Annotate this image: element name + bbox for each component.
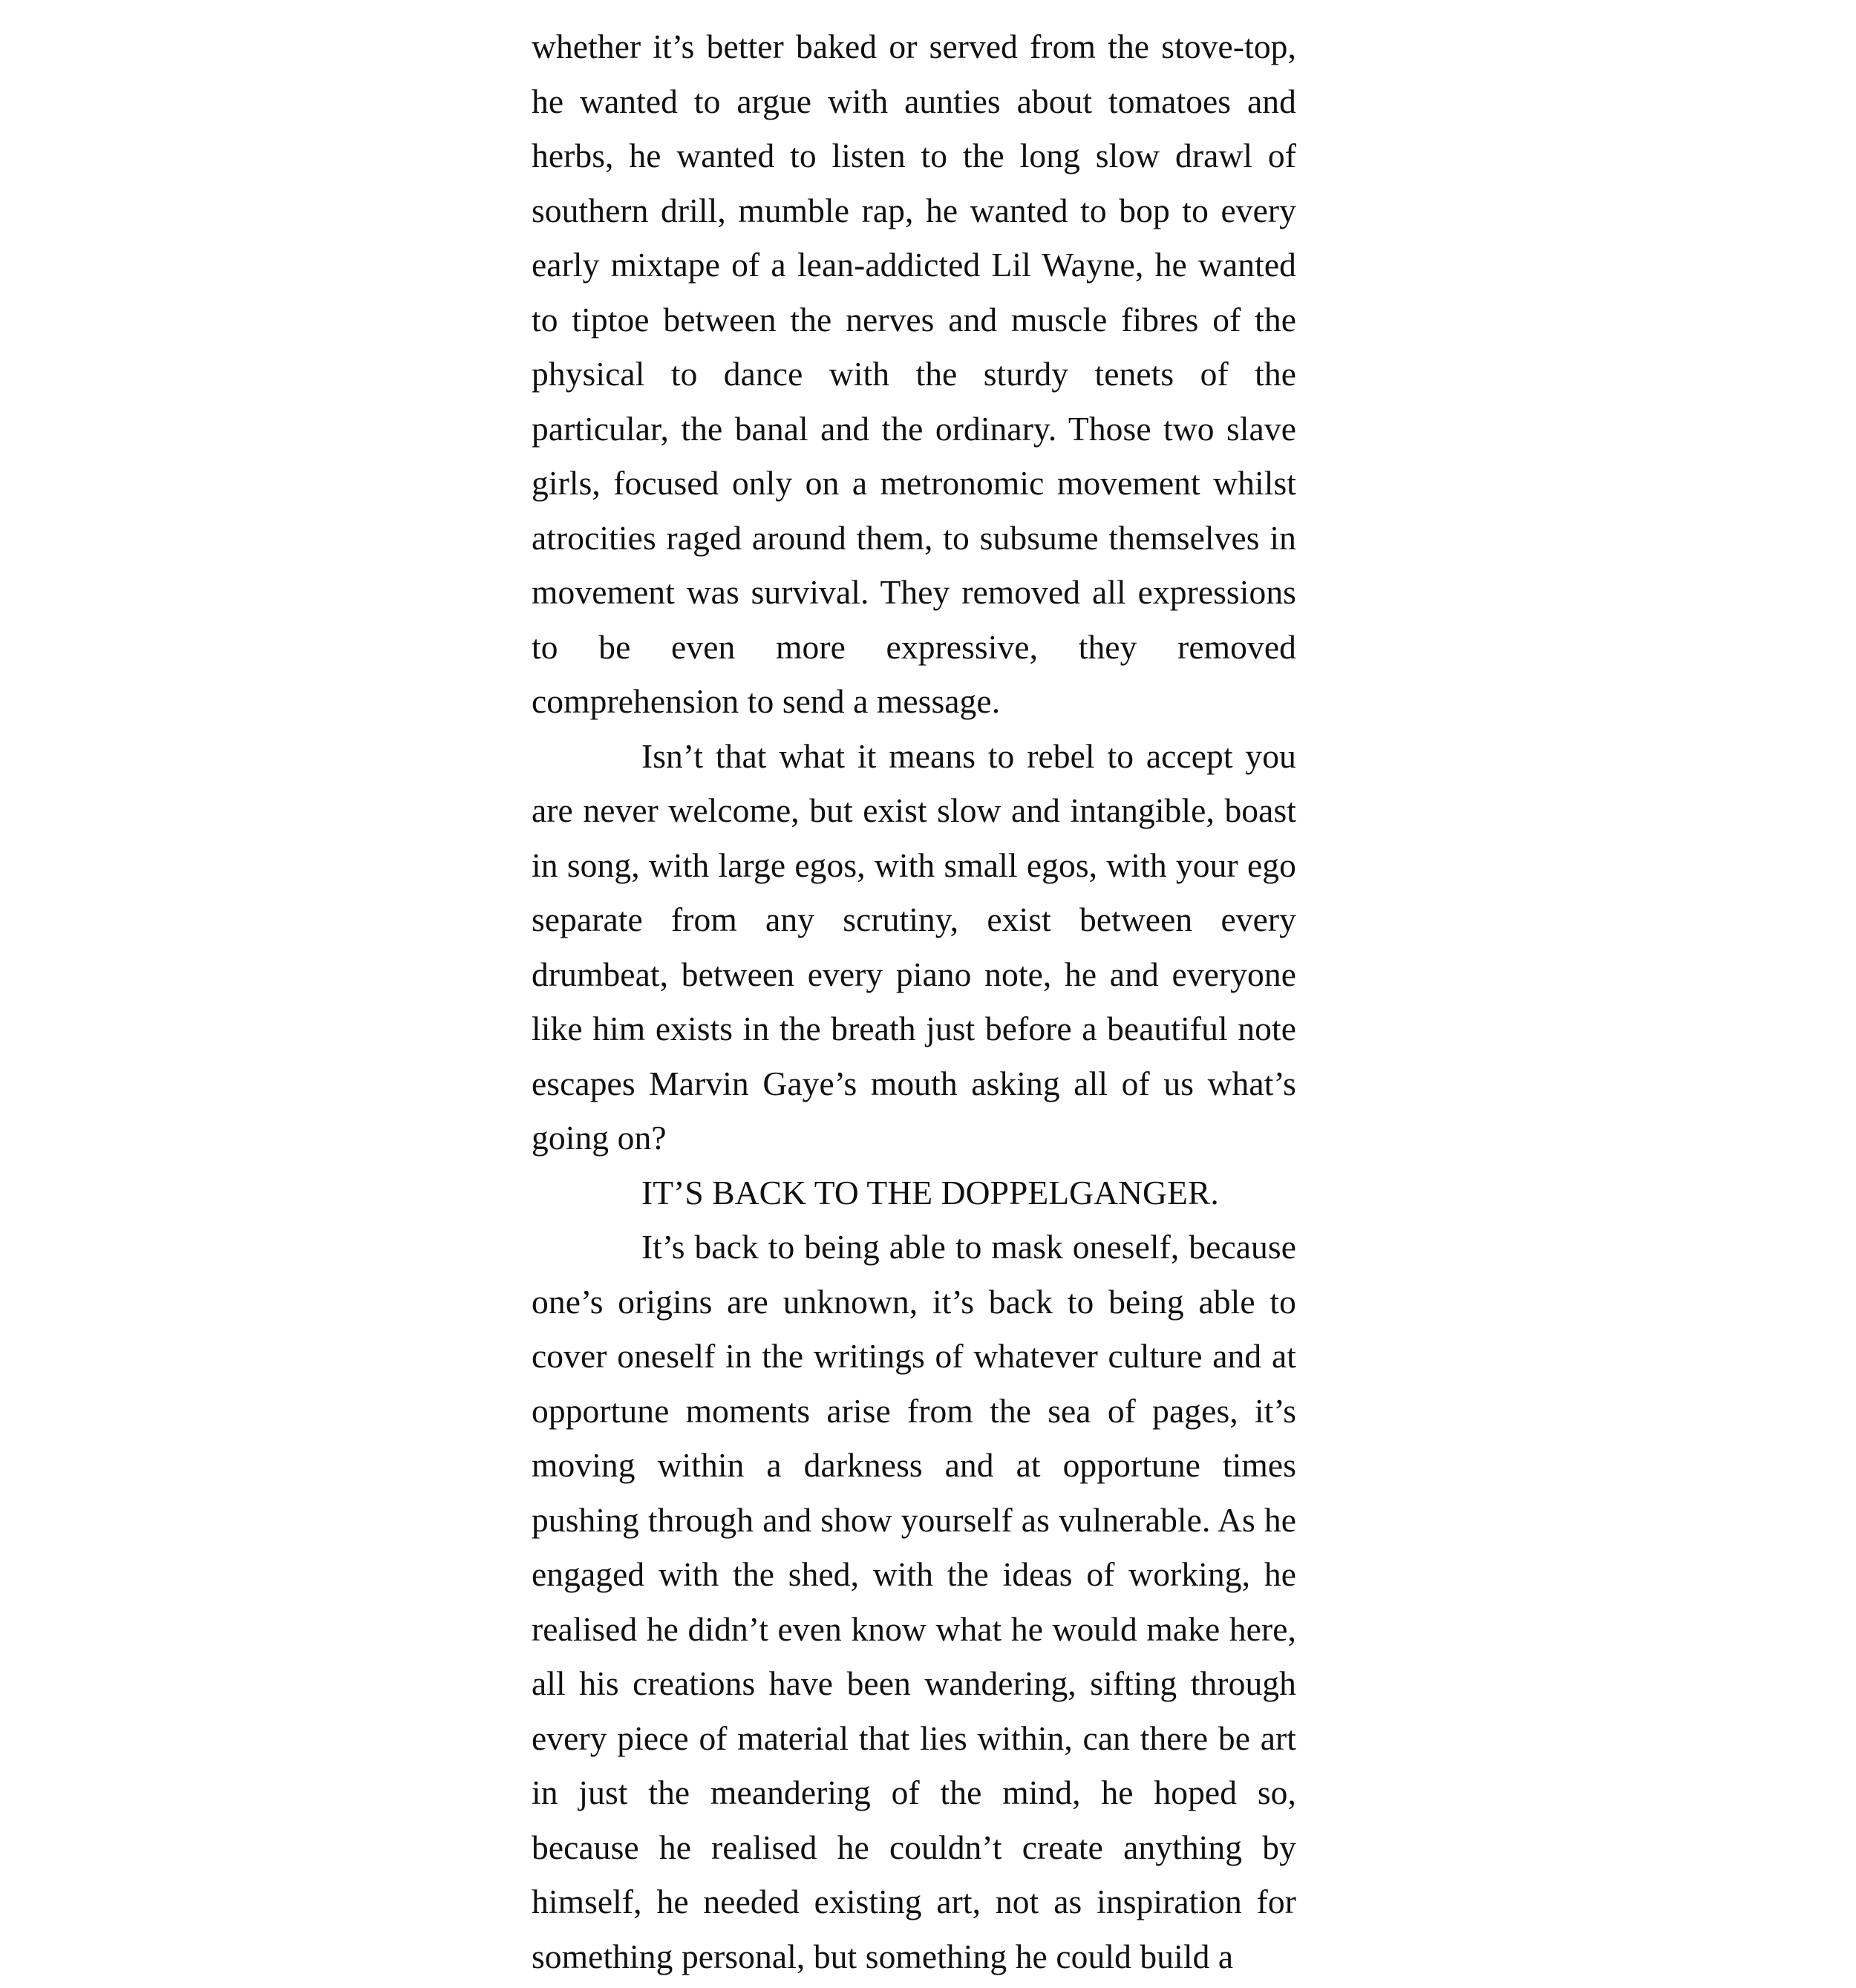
paragraph-continuation: whether it’s better baked or served from the stove-top, he wanted to argue with aunties about tomatoes and herbs, he wanted to listen to the long slow drawl of southern drill, mumble rap, he wanted to bop to every early mixtape of a lean-addicted Lil Wayne, he wanted to tiptoe between the nerves and muscle fibres of the physical to dance with the sturdy tenets of the particular, the banal and the ordinary. Those two slave girls, focused only on a metronomic movement whilst atrocities raged around them, to subsume themselves in movement was survival. They removed all expressions to be even more expressive, they removed comprehension to send a message.: [532, 27, 1296, 720]
body-text-column: [532, 19, 1296, 1984]
paragraph-doppelganger-heading: IT’S BACK TO THE DOPPELGANGER.: [641, 1173, 1219, 1212]
paragraph-rebel: Isn’t that what it means to rebel to accept you are never welcome, but exist slow and intangible, boast in song, with large egos, with small egos, with your ego separate from any scrutiny, exist between every drumbeat, between every piano note, he and everyone like him exists in the breath just before a beautiful note escapes Marvin Gaye’s mouth asking all of us what’s going on?: [532, 736, 1296, 1157]
paragraph-mask-oneself: It’s back to being able to mask oneself, because one’s origins are unknown, it’s back to being able to cover oneself in the writings of whatever culture and at opportune moments arise from the sea of pages, it’s moving within a darkness and at opportune times pushing through and show yourself as vulnerable. As he engaged with the shed, with the ideas of working, he realised he didn’t even know what he would make here, all his creations have been wandering, sifting through every piece of material that lies within, can there be art in just the meandering of the mind, he hoped so, because he realised he couldn’t create anything by himself, he needed existing art, not as inspiration for something personal, but something he could build a: [532, 1228, 1296, 1975]
